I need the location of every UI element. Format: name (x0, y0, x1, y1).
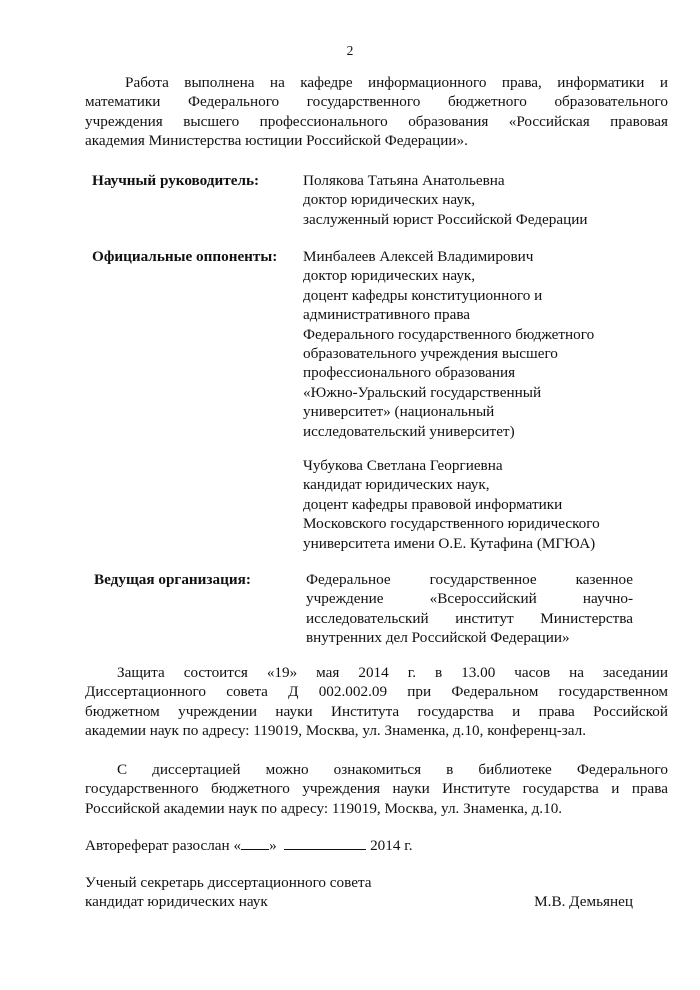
leading-org-line: исследовательский институт Министерства (306, 609, 633, 627)
leading-org-line: Федеральное государственное казенное (306, 571, 633, 588)
intro-line-3: учреждения высшего профессионального образования «Российская правовая (85, 112, 668, 130)
intro-line-4: академия Министерства юстиции Российской Федерации». (85, 132, 468, 150)
opponent-2-line: Московского государственного юридического (303, 515, 600, 533)
secretary-block (85, 873, 633, 912)
abstract-sent-year: 2014 г. (370, 837, 413, 854)
abstract-sent-prefix: Автореферат разослан « (85, 837, 242, 854)
intro-line-1: Работа выполнена на кафедре информационного права, информатики и (125, 74, 668, 91)
defense-line-1: Защита состоится «19» мая 2014 г. в 13.00 часов на заседании (117, 664, 668, 681)
defense-paragraph (85, 663, 668, 741)
month-blank (284, 835, 366, 850)
opponent-1-line: Минбалеев Алексей Владимирович (303, 248, 534, 265)
opponent-1-line: «Южно-Уральский государственный (303, 383, 542, 401)
day-blank (241, 835, 269, 850)
supervisor-details (303, 171, 663, 229)
opponent-2-line: университета имени О.Е. Кутафина (МГЮА) (303, 534, 596, 552)
supervisor-name: Полякова Татьяна Анатольевна (303, 172, 505, 189)
secretary-name: М.В. Демьянец (534, 893, 633, 911)
supervisor-degree: доктор юридических наук, (303, 191, 476, 209)
defense-line-4: академии наук по адресу: 119019, Москва, ул. Знаменка, д.10, конференц-зал. (85, 722, 587, 740)
secretary-degree: кандидат юридических наук (85, 893, 268, 911)
opponent-1-line: образовательного учреждения высшего (303, 345, 558, 363)
defense-line-3: бюджетном учреждении науки Института государства и права Российской (85, 702, 668, 720)
secretary-title: Ученый секретарь диссертационного совета (85, 874, 372, 891)
leading-org-details (306, 570, 633, 648)
defense-line-2: Диссертационного совета Д 002.002.09 при Федеральном государственном (85, 683, 668, 701)
page-number: 2 (346, 43, 354, 58)
opponent-1-line: университет» (национальный (303, 403, 495, 421)
library-paragraph (85, 760, 668, 818)
opponent-1-line: исследовательский университет) (303, 422, 515, 440)
opponent-1-line: доктор юридических наук, (303, 267, 476, 285)
opponent-2-line: кандидат юридических наук, (303, 476, 490, 494)
opponent-1-line: профессионального образования (303, 364, 516, 382)
opponent-2-line: доцент кафедры правовой информатики (303, 495, 563, 513)
opponent-2-line: Чубукова Светлана Георгиевна (303, 457, 503, 474)
supervisor-label: Научный руководитель: (92, 172, 260, 189)
intro-paragraph (85, 73, 668, 151)
opponent-2-details (303, 456, 663, 553)
library-line-3: Российской академии наук по адресу: 119019, Москва, ул. Знаменка, д.10. (85, 799, 563, 817)
opponent-1-line: Федерального государственного бюджетного (303, 325, 595, 343)
abstract-sent-quote: » (269, 837, 277, 854)
leading-org-line: учреждение «Всероссийский научно- (306, 590, 633, 608)
leading-org-label: Ведущая организация: (94, 571, 251, 588)
supervisor-title: заслуженный юрист Российской Федерации (303, 210, 588, 228)
library-line-2: государственного бюджетного учреждения науки Институте государства и права (85, 780, 668, 798)
intro-line-2: математики Федерального государственного бюджетного образовательного (85, 93, 668, 111)
opponent-1-line: административного права (303, 306, 471, 324)
abstract-sent-line (85, 835, 668, 855)
library-line-1: С диссертацией можно ознакомиться в библиотеке Федерального (117, 761, 668, 778)
opponent-1-line: доцент кафедры конституционного и (303, 286, 543, 304)
opponent-1-details (303, 247, 663, 441)
opponents-label: Официальные оппоненты: (92, 248, 278, 265)
leading-org-line: внутренних дел Российской Федерации» (306, 629, 570, 647)
